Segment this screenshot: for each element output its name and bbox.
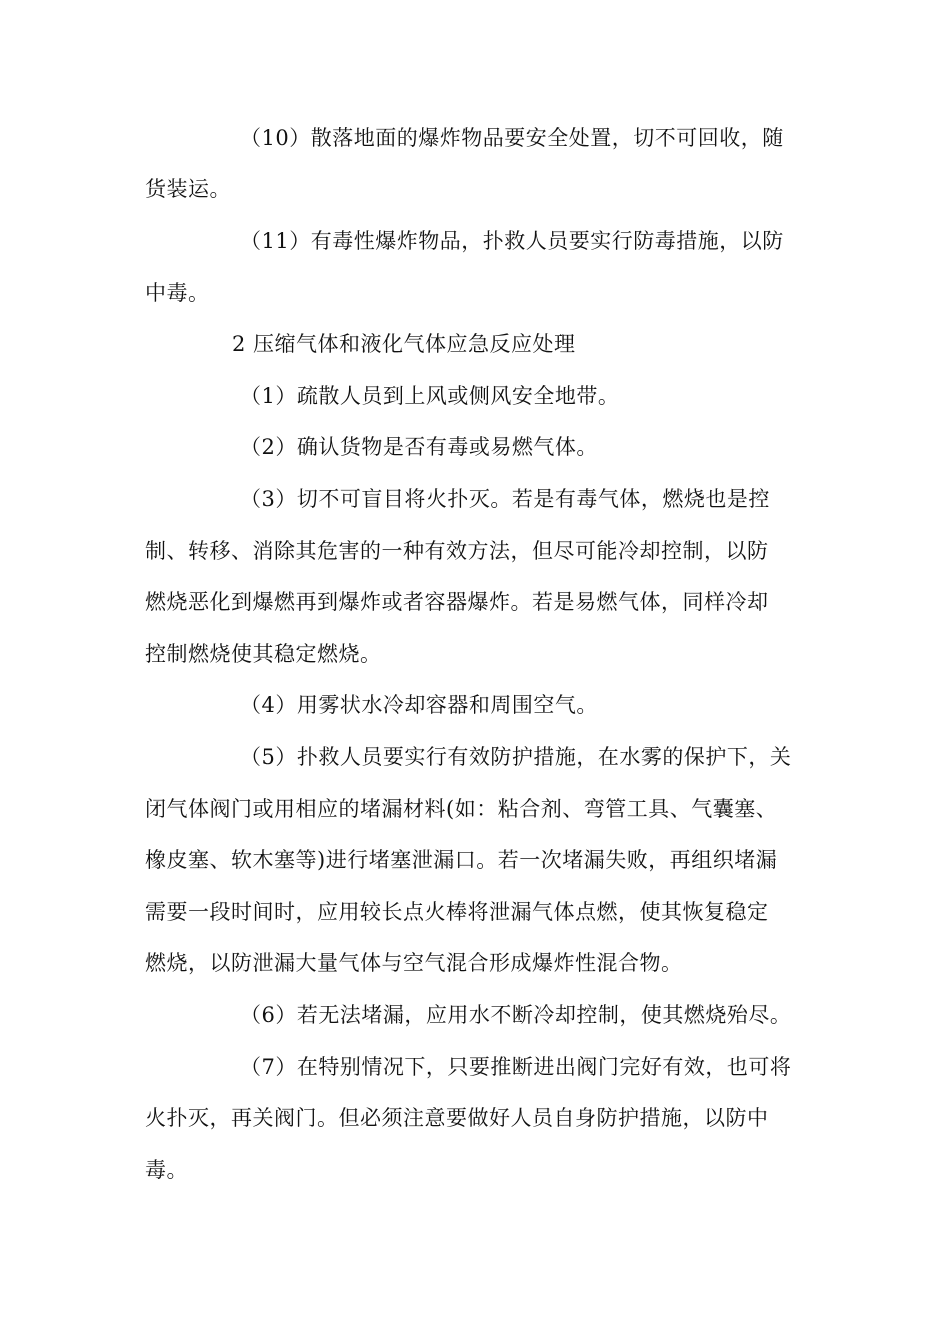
item-5-line-1: （5）扑救人员要实行有效防护措施，在水雾的保护下，关 — [240, 745, 792, 769]
item-3-line-1: （3）切不可盲目将火扑灭。若是有毒气体，燃烧也是控 — [240, 487, 770, 511]
item-5-line-5: 燃烧，以防泄漏大量气体与空气混合形成爆炸性混合物。 — [145, 951, 683, 975]
item-1: （1）疏散人员到上风或侧风安全地带。 — [240, 384, 620, 408]
item-5-line-2: 闭气体阀门或用相应的堵漏材料(如：粘合剂、弯管工具、气囊塞、 — [145, 797, 778, 821]
item-7-line-1: （7）在特别情况下，只要推断进出阀门完好有效，也可将 — [240, 1055, 792, 1079]
section-heading: 2 压缩气体和液化气体应急反应处理 — [232, 332, 576, 356]
item-5-line-4: 需要一段时间时，应用较长点火棒将泄漏气体点燃，使其恢复稳定 — [145, 900, 769, 924]
item-2: （2）确认货物是否有毒或易燃气体。 — [240, 435, 598, 459]
paragraph-10-line-1: （10）散落地面的爆炸物品要安全处置，切不可回收，随 — [240, 126, 784, 150]
item-3-line-4: 控制燃烧使其稳定燃烧。 — [145, 642, 382, 666]
item-4: （4）用雾状水冷却容器和周围空气。 — [240, 693, 598, 717]
item-3-line-2: 制、转移、消除其危害的一种有效方法，但尽可能冷却控制，以防 — [145, 539, 769, 563]
item-7-line-2: 火扑灭，再关阀门。但必须注意要做好人员自身防护措施，以防中 — [145, 1106, 769, 1130]
item-5-line-3: 橡皮塞、软木塞等)进行堵塞泄漏口。若一次堵漏失败，再组织堵漏 — [145, 848, 778, 872]
paragraph-11-line-1: （11）有毒性爆炸物品，扑救人员要实行防毒措施，以防 — [240, 229, 784, 253]
item-3-line-3: 燃烧恶化到爆燃再到爆炸或者容器爆炸。若是易燃气体，同样冷却 — [145, 590, 769, 614]
item-6: （6）若无法堵漏，应用水不断冷却控制，使其燃烧殆尽。 — [240, 1003, 792, 1027]
paragraph-10-line-2: 货装运。 — [145, 177, 231, 201]
paragraph-11-line-2: 中毒。 — [145, 281, 210, 305]
item-7-line-3: 毒。 — [145, 1158, 188, 1182]
